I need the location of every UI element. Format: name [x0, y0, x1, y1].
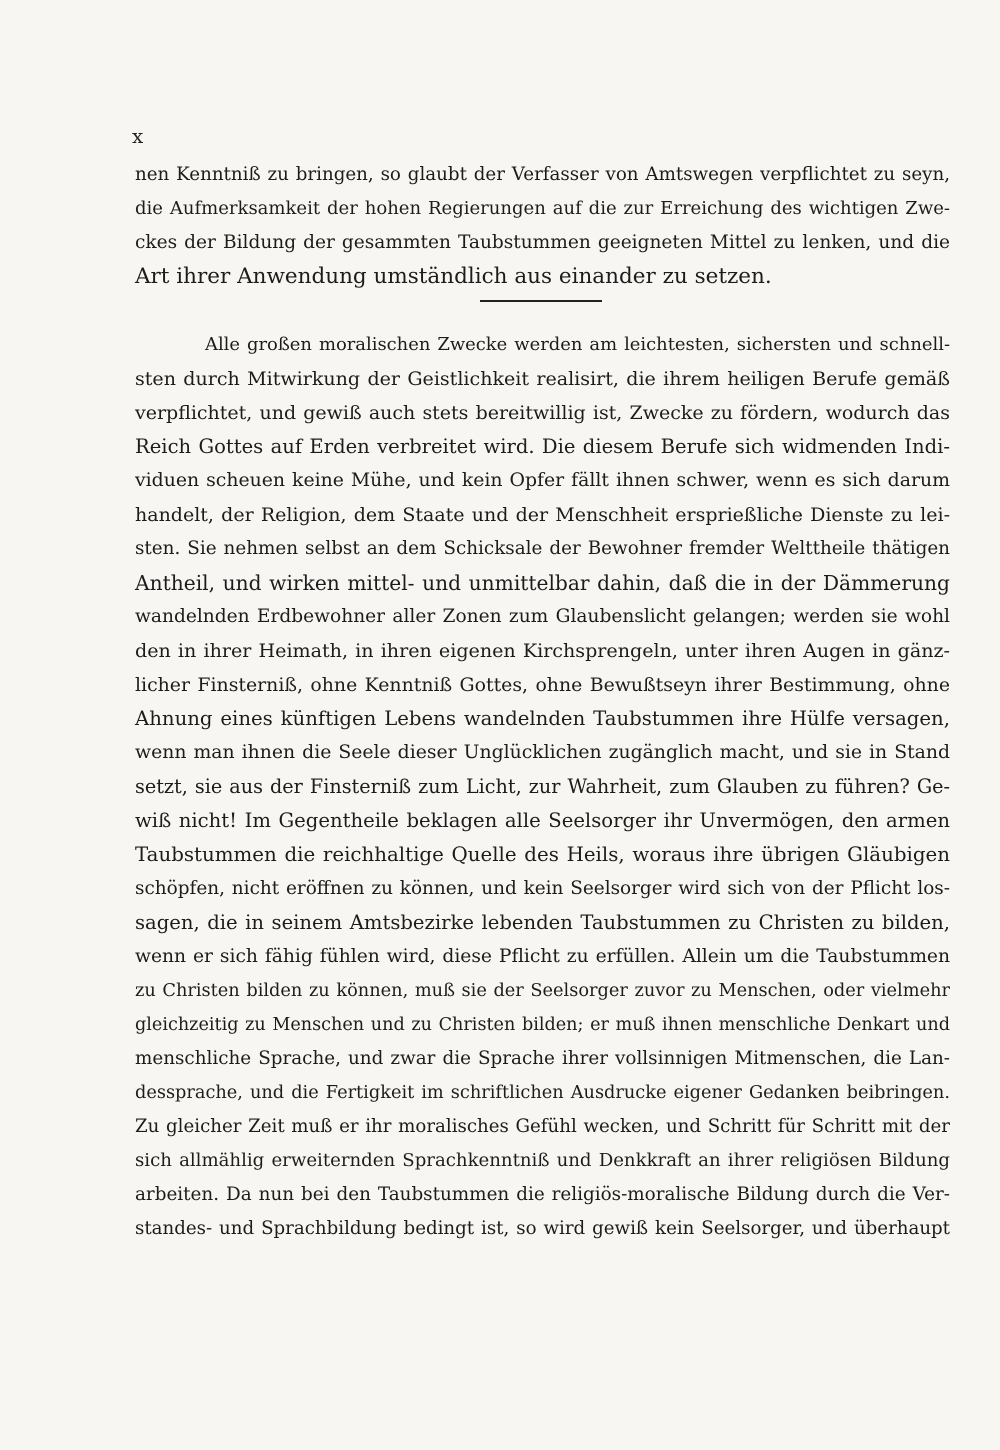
- paragraph-2-line-27: standes- und Sprachbildung bedingt ist, so wird gewiß kein Seelsorger, und überhaupt: [135, 1218, 950, 1239]
- paragraph-2-line-20: zu Christen bilden zu können, muß sie der Seelsorger zuvor zu Menschen, oder vielmehr: [135, 981, 950, 1001]
- paragraph-2-line-4: Reich Gottes auf Erden verbreitet wird. Die diesem Berufe sich widmenden Indi-: [135, 435, 950, 458]
- paragraph-1-line-1: nen Kenntniß zu bringen, so glaubt der Verfasser von Amtswegen verpflichtet zu seyn,: [135, 164, 950, 185]
- paragraph-2-line-25: sich allmählig erweiternden Sprachkenntniß und Denkkraft an ihrer religiösen Bildung: [135, 1150, 950, 1171]
- paragraph-2-line-13: wenn man ihnen die Seele dieser Unglücklichen zugänglich macht, und sie in Stand: [135, 742, 950, 763]
- paragraph-2-line-1: Alle großen moralischen Zwecke werden am leichtesten, sichersten und schnell-: [205, 334, 950, 355]
- section-divider: [480, 300, 602, 302]
- paragraph-2-line-11: licher Finsterniß, ohne Kenntniß Gottes, ohne Bewußtseyn ihrer Bestimmung, ohne: [135, 674, 950, 696]
- paragraph-2-line-6: handelt, der Religion, dem Staate und der Menschheit ersprießliche Dienste zu lei-: [135, 504, 950, 526]
- paragraph-2-line-18: sagen, die in seinem Amtsbezirke lebenden Taubstummen zu Christen zu bilden,: [135, 911, 950, 934]
- paragraph-2-line-5: viduen scheuen keine Mühe, und kein Opfer fällt ihnen schwer, wenn es sich darum: [135, 470, 950, 491]
- paragraph-2-line-23: dessprache, und die Fertigkeit im schriftlichen Ausdrucke eigener Gedanken beibringen.: [135, 1083, 950, 1103]
- paragraph-2-line-17: schöpfen, nicht eröffnen zu können, und kein Seelsorger wird sich von der Pflicht los-: [135, 878, 950, 899]
- paragraph-2-line-12: Ahnung eines künftigen Lebens wandelnden Taubstummen ihre Hülfe versagen,: [135, 707, 950, 730]
- paragraph-2-line-2: sten durch Mitwirkung der Geistlichkeit realisirt, die ihrem heiligen Berufe gemäß: [135, 368, 950, 390]
- paragraph-2-line-16: Taubstummen die reichhaltige Quelle des Heils, woraus ihre übrigen Gläubigen: [135, 843, 950, 866]
- paragraph-2-line-9: wandelnden Erdbewohner aller Zonen zum Glaubenslicht gelangen; werden sie wohl: [135, 606, 950, 627]
- paragraph-2-line-21: gleichzeitig zu Menschen und zu Christen bilden; er muß ihnen menschliche Denkart und: [135, 1015, 950, 1035]
- paragraph-2-line-8: Antheil, und wirken mittel- und unmittelbar dahin, daß die in der Dämmerung: [135, 571, 950, 595]
- paragraph-2-line-10: den in ihrer Heimath, in ihren eigenen Kirchsprengeln, unter ihren Augen in gänz-: [135, 639, 950, 662]
- paragraph-2-line-7: sten. Sie nehmen selbst an dem Schicksale der Bewohner fremder Welttheile thätigen: [135, 538, 950, 559]
- paragraph-2-line-14: setzt, sie aus der Finsterniß zum Licht, zur Wahrheit, zum Glauben zu führen? Ge-: [135, 775, 950, 798]
- paragraph-2-line-24: Zu gleicher Zeit muß er ihr moralisches Gefühl wecken, und Schritt für Schritt mit der: [135, 1116, 950, 1137]
- page-folio: x: [132, 124, 144, 148]
- paragraph-1-line-2: die Aufmerksamkeit der hohen Regierungen auf die zur Erreichung des wichtigen Zwe-: [135, 198, 950, 219]
- paragraph-2-line-19: wenn er sich fähig fühlen wird, diese Pflicht zu erfüllen. Allein um die Taubstummen: [135, 946, 950, 967]
- paragraph-1-line-4: Art ihrer Anwendung umständlich aus einander zu setzen.: [135, 264, 772, 289]
- paragraph-2-line-15: wiß nicht! Im Gegentheile beklagen alle Seelsorger ihr Unvermögen, den armen: [135, 809, 950, 832]
- paragraph-1-line-3: ckes der Bildung der gesammten Taubstummen geeigneten Mittel zu lenken, und die: [135, 232, 950, 253]
- paragraph-2-line-26: arbeiten. Da nun bei den Taubstummen die religiös-moralische Bildung durch die Ver-: [135, 1184, 950, 1205]
- paragraph-2-line-22: menschliche Sprache, und zwar die Sprache ihrer vollsinnigen Mitmenschen, die Lan-: [135, 1048, 950, 1069]
- paragraph-2-line-3: verpflichtet, und gewiß auch stets bereitwillig ist, Zwecke zu fördern, wodurch das: [135, 402, 950, 424]
